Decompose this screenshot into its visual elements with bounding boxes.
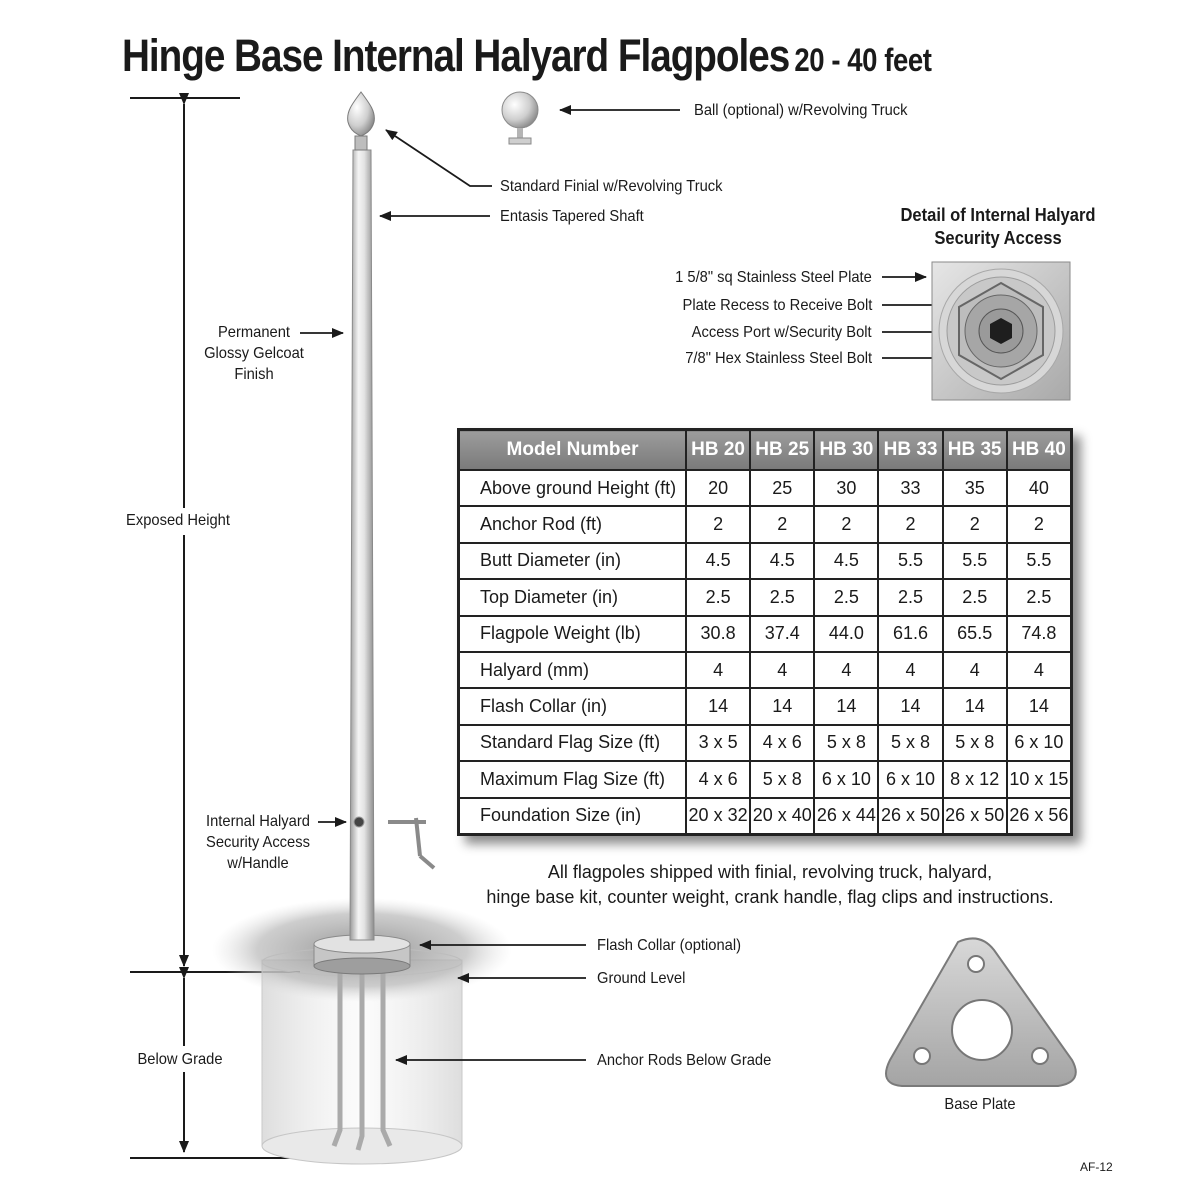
table-cell: 2 <box>686 506 750 542</box>
optional-ball <box>502 92 538 144</box>
table-cell: 35 <box>943 470 1007 506</box>
table-cell: 5 x 8 <box>814 725 878 761</box>
page-number: AF-12 <box>1080 1160 1113 1174</box>
table-cell: 3 x 5 <box>686 725 750 761</box>
table-cell: 14 <box>943 688 1007 724</box>
table-row <box>459 543 1072 579</box>
table-cell: 6 x 10 <box>1007 725 1072 761</box>
table-cell: 4 <box>750 652 814 688</box>
table-cell: 14 <box>814 688 878 724</box>
title-sub: 20 - 40 feet <box>794 42 932 78</box>
crank-handle <box>388 818 434 868</box>
table-cell: 44.0 <box>814 616 878 652</box>
row-label: Standard Flag Size (ft) <box>459 725 687 761</box>
table-cell: 61.6 <box>878 616 942 652</box>
table-cell: 33 <box>878 470 942 506</box>
table-cell: 4 <box>943 652 1007 688</box>
table-cell: 40 <box>1007 470 1072 506</box>
table-cell: 4.5 <box>750 543 814 579</box>
row-label: Top Diameter (in) <box>459 579 687 615</box>
table-cell: 14 <box>686 688 750 724</box>
finial <box>348 92 375 150</box>
table-row <box>459 579 1072 615</box>
table-row <box>459 616 1072 652</box>
table-cell: 30.8 <box>686 616 750 652</box>
spec-table-body <box>459 470 1072 834</box>
anchor-rods <box>334 972 390 1150</box>
detail-label-port: Access Port w/Security Bolt <box>692 324 872 341</box>
table-row <box>459 688 1072 724</box>
page-title <box>122 30 931 82</box>
label-ground-level: Ground Level <box>597 970 686 987</box>
table-cell: 5 x 8 <box>943 725 1007 761</box>
detail-title-line: Security Access <box>934 228 1062 248</box>
row-label: Anchor Rod (ft) <box>459 506 687 542</box>
table-cell: 8 x 12 <box>943 761 1007 797</box>
table-cell: 26 x 50 <box>878 798 942 835</box>
table-cell: 2.5 <box>943 579 1007 615</box>
detail-label-bolt: 7/8" Hex Stainless Steel Bolt <box>685 350 872 367</box>
table-row <box>459 470 1072 506</box>
label-halyard-access <box>194 811 323 874</box>
table-cell: 2 <box>943 506 1007 542</box>
table-cell: 5 x 8 <box>750 761 814 797</box>
table-cell: 10 x 15 <box>1007 761 1072 797</box>
table-cell: 2.5 <box>814 579 878 615</box>
detail-title-line: Detail of Internal Halyard <box>900 205 1096 225</box>
label-finish-line: Permanent <box>217 324 290 341</box>
detail-label-plate: 1 5/8" sq Stainless Steel Plate <box>675 269 872 286</box>
flash-collar <box>314 935 410 974</box>
table-cell: 4 <box>686 652 750 688</box>
label-flash-collar: Flash Collar (optional) <box>597 937 741 954</box>
security-plate-detail <box>932 262 1070 400</box>
label-halyard-line: Internal Halyard <box>206 813 310 830</box>
detail-title <box>888 204 1109 250</box>
row-label: Butt Diameter (in) <box>459 543 687 579</box>
label-anchor-rods: Anchor Rods Below Grade <box>597 1052 772 1069</box>
spec-header-cell: HB 25 <box>750 430 814 471</box>
table-cell: 2.5 <box>750 579 814 615</box>
table-cell: 2.5 <box>1007 579 1072 615</box>
shipping-note <box>440 860 1100 910</box>
table-cell: 4.5 <box>686 543 750 579</box>
row-label: Flagpole Weight (lb) <box>459 616 687 652</box>
table-cell: 30 <box>814 470 878 506</box>
table-cell: 6 x 10 <box>814 761 878 797</box>
table-cell: 14 <box>878 688 942 724</box>
row-label: Halyard (mm) <box>459 652 687 688</box>
label-halyard-line: w/Handle <box>227 855 289 872</box>
spec-header-cell: HB 40 <box>1007 430 1072 471</box>
table-cell: 5.5 <box>878 543 942 579</box>
title-main: Hinge Base Internal Halyard Flagpoles <box>122 30 790 81</box>
label-ball: Ball (optional) w/Revolving Truck <box>694 102 908 119</box>
spec-header-cell: Model Number <box>459 430 687 471</box>
table-cell: 14 <box>750 688 814 724</box>
table-cell: 20 <box>686 470 750 506</box>
pole-access-port <box>354 817 364 827</box>
table-cell: 20 x 32 <box>686 798 750 835</box>
label-exposed-height: Exposed Height <box>114 510 243 531</box>
table-cell: 2.5 <box>878 579 942 615</box>
table-cell: 37.4 <box>750 616 814 652</box>
table-cell: 4 x 6 <box>686 761 750 797</box>
table-cell: 5.5 <box>943 543 1007 579</box>
row-label: Maximum Flag Size (ft) <box>459 761 687 797</box>
table-cell: 4 <box>814 652 878 688</box>
label-finish-line: Finish <box>234 366 274 383</box>
table-cell: 6 x 10 <box>878 761 942 797</box>
spec-header-cell: HB 30 <box>814 430 878 471</box>
table-cell: 26 x 44 <box>814 798 878 835</box>
detail-label-recess: Plate Recess to Receive Bolt <box>682 297 872 314</box>
table-cell: 20 x 40 <box>750 798 814 835</box>
label-finial: Standard Finial w/Revolving Truck <box>500 178 723 195</box>
table-cell: 5 x 8 <box>878 725 942 761</box>
table-row <box>459 652 1072 688</box>
spec-header-cell: HB 35 <box>943 430 1007 471</box>
shipping-note-line: All flagpoles shipped with finial, revolving truck, halyard, <box>547 862 993 882</box>
shipping-note-line: hinge base kit, counter weight, crank handle, flag clips and instructions. <box>486 887 1054 907</box>
table-cell: 2 <box>878 506 942 542</box>
spec-table <box>457 428 1073 836</box>
table-cell: 2 <box>814 506 878 542</box>
table-cell: 74.8 <box>1007 616 1072 652</box>
table-cell: 25 <box>750 470 814 506</box>
table-cell: 4.5 <box>814 543 878 579</box>
table-row <box>459 798 1072 835</box>
label-finish-line: Glossy Gelcoat <box>204 345 304 362</box>
base-plate-shape <box>886 938 1076 1086</box>
table-row <box>459 506 1072 542</box>
table-cell: 26 x 50 <box>943 798 1007 835</box>
table-cell: 2 <box>750 506 814 542</box>
spec-header-row <box>459 430 1072 471</box>
label-finish <box>190 322 319 385</box>
label-below-grade: Below Grade <box>116 1049 245 1070</box>
row-label: Foundation Size (in) <box>459 798 687 835</box>
table-cell: 5.5 <box>1007 543 1072 579</box>
row-label: Flash Collar (in) <box>459 688 687 724</box>
label-base-plate: Base Plate <box>944 1096 1016 1113</box>
table-cell: 2 <box>1007 506 1072 542</box>
spec-header-cell: HB 33 <box>878 430 942 471</box>
label-shaft: Entasis Tapered Shaft <box>500 208 644 225</box>
table-cell: 2.5 <box>686 579 750 615</box>
table-cell: 4 <box>1007 652 1072 688</box>
table-cell: 26 x 56 <box>1007 798 1072 835</box>
table-row <box>459 725 1072 761</box>
table-cell: 14 <box>1007 688 1072 724</box>
row-label: Above ground Height (ft) <box>459 470 687 506</box>
table-cell: 65.5 <box>943 616 1007 652</box>
table-cell: 4 x 6 <box>750 725 814 761</box>
label-halyard-line: Security Access <box>206 834 310 851</box>
table-row <box>459 761 1072 797</box>
table-cell: 4 <box>878 652 942 688</box>
spec-header-cell: HB 20 <box>686 430 750 471</box>
